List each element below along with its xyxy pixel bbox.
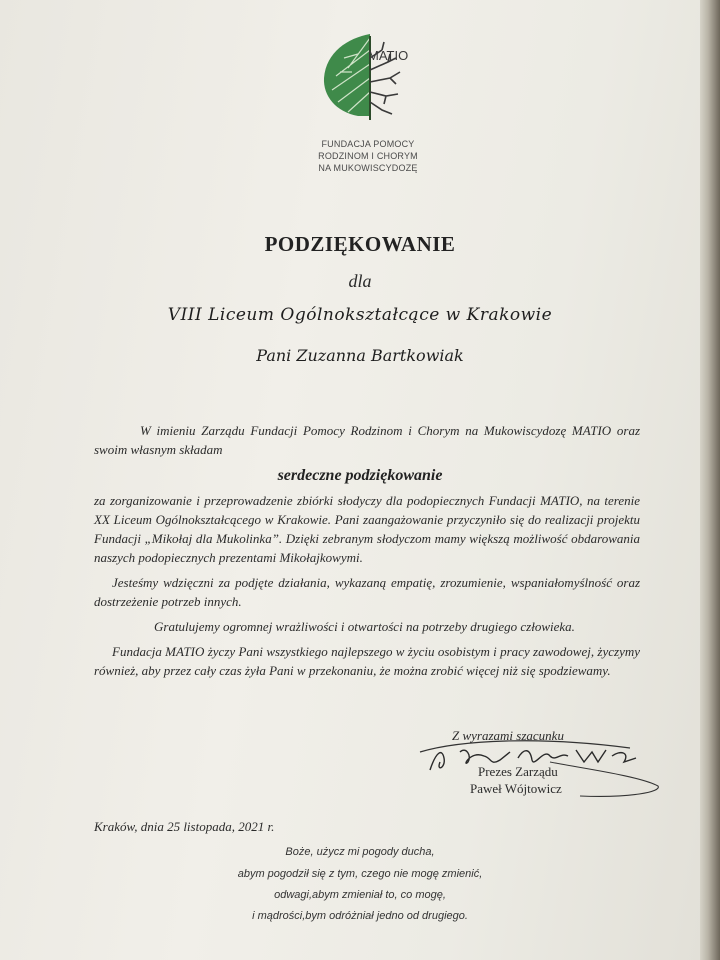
- intro-paragraph: W imieniu Zarządu Fundacji Pomocy Rodzinom i Chorym na Mukowiscydozę MATIO oraz swoim własnym składam: [94, 423, 640, 457]
- logo-caption: [308, 138, 428, 174]
- thanks-heading: serdeczne podziękowanie: [277, 467, 443, 484]
- poem-line-1: Boże, użycz mi pogody ducha,: [285, 846, 435, 858]
- date-line: Kraków, dnia 25 listopada, 2021 r.: [94, 819, 275, 834]
- poem-line-4: i mądrości,bym odróżniał jedno od drugiego.: [252, 910, 468, 922]
- recipient-person: Pani Zuzanna Bartkowiak: [256, 346, 464, 365]
- closing-regards: Z wyrazami szacunku: [452, 728, 564, 743]
- recipient-school: VIII Liceum Ogólnokształcące w Krakowie: [167, 305, 553, 325]
- signer-name: Paweł Wójtowicz: [470, 781, 562, 796]
- wishes-paragraph: Fundacja MATIO życzy Pani wszystkiego najlepszego w życiu osobistym i pracy zawodowej, życzymy również, aby przez cały czas żyła Pani w przekonaniu, że można zrobić więcej niż się spodziewamy.: [94, 644, 640, 678]
- logo-brand: MATIO: [368, 48, 409, 63]
- for-word: dla: [348, 271, 372, 291]
- signer-role: Prezes Zarządu: [478, 764, 558, 779]
- matio-leaf-logo-icon: [318, 28, 418, 128]
- reason-paragraph: za zorganizowanie i przeprowadzenie zbiórki słodyczy dla podopiecznych Fundacji MATIO, na terenie XX Liceum Ogólnokształcącego w Krakowie. Pani zaangażowanie przyczyniło się do realizacji projektu Fundacji „Mikołaj dla Mukolinka”. Dzięki zebranym słodyczom mamy większą możliwość obdarowania naszych podopiecznych prezentami Mikołajkowymi.: [94, 493, 640, 565]
- logo-line-2: RODZINOM I CHORYM: [318, 151, 418, 161]
- congratulation-paragraph: Gratulujemy ogromnej wrażliwości i otwartości na potrzeby drugiego człowieka.: [154, 619, 575, 634]
- logo-line-1: FUNDACJA POMOCY: [321, 139, 415, 149]
- document-title: PODZIĘKOWANIE: [264, 232, 456, 256]
- poem-line-3: odwagi,abym zmieniał to, co mogę,: [274, 889, 446, 901]
- poem-line-2: abym pogodził się z tym, czego nie mogę zmienić,: [237, 868, 483, 880]
- logo-line-3: NA MUKOWISCYDOZĘ: [318, 163, 418, 173]
- gratitude-paragraph: Jesteśmy wdzięczni za podjęte działania, wykazaną empatię, zrozumienie, wspaniałomyślność oraz dostrzeżenie potrzeb innych.: [94, 575, 640, 609]
